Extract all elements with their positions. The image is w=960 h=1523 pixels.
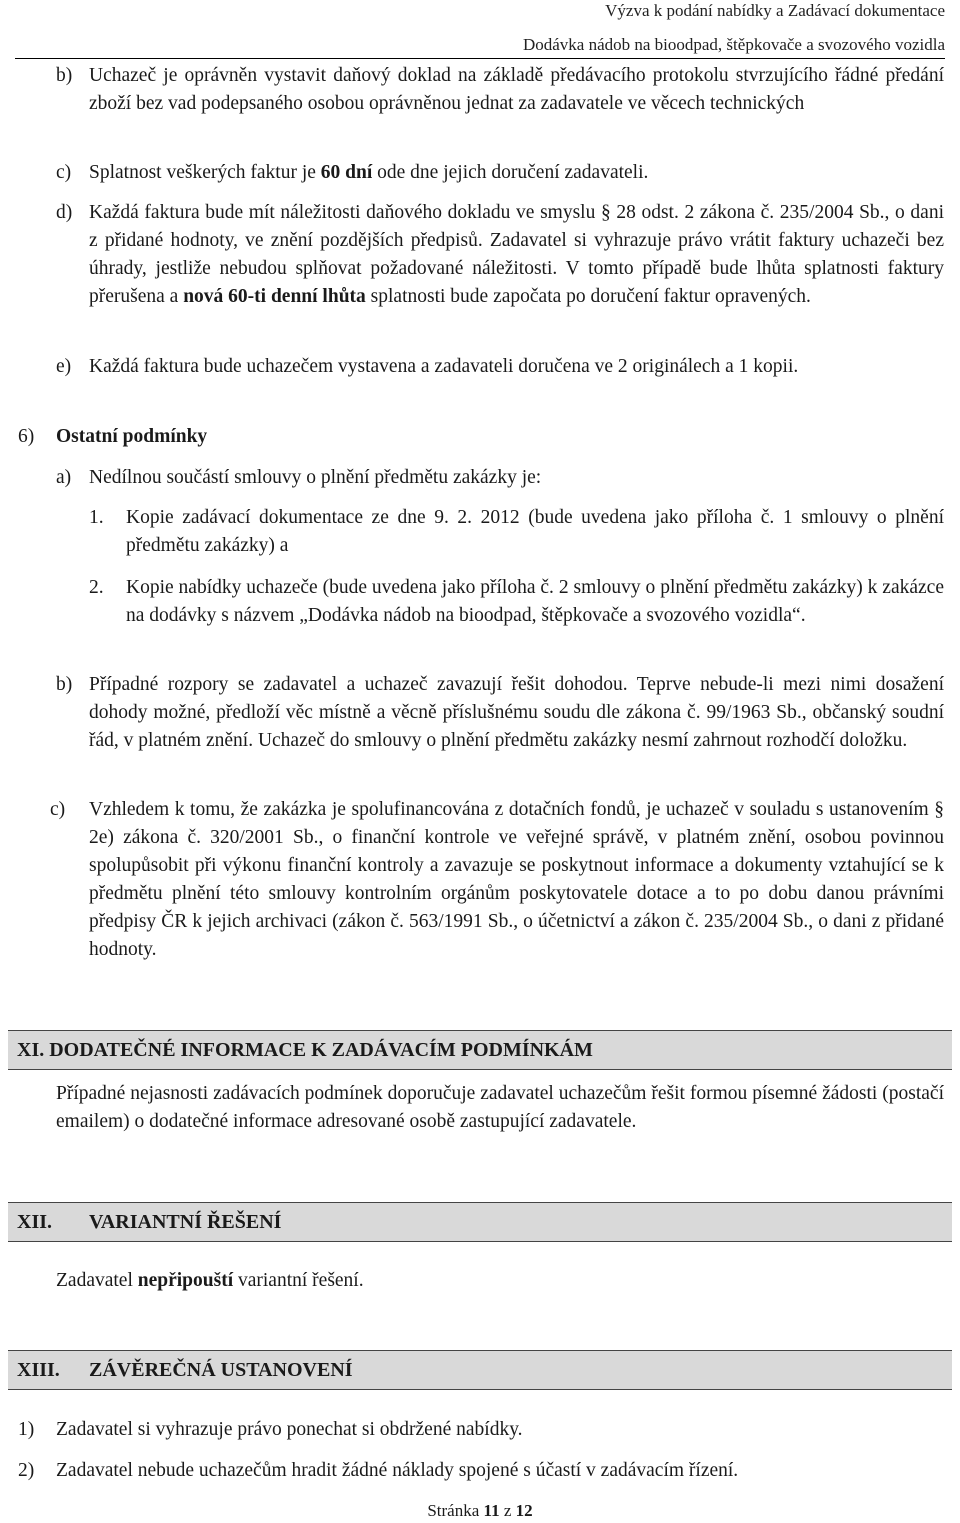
list-item-text: Kopie zadávací dokumentace ze dne 9. 2. 2012 (bude uvedena jako příloha č. 1 smlouvy o plnění předmětu zakázky) a bbox=[126, 507, 944, 556]
bold-text: nepřipouští bbox=[137, 1270, 234, 1291]
text-run: Zadavatel bbox=[56, 1270, 138, 1291]
list-item-d-requirements bbox=[56, 199, 944, 311]
header-subtitle: Dodávka nádob na bioodpad, štěpkovače a svozového vozidla bbox=[522, 35, 945, 54]
list-item-text: Případné rozpory se zadavatel a uchazeč zavazují řešit dohodou. Teprve nebude-li mezi nimi dosažení dohody možné, předloží věc místně a věcně příslušnému soudu dle zákona č. 99/1963 Sb., občanský soudní řád, v platném znění. Uchazeč do smlouvy o plnění předmětu zakázky nesmí zahrnout rozhodčí doložku. bbox=[89, 674, 944, 751]
text-run: Splatnost veškerých faktur je bbox=[89, 162, 321, 183]
section-xiii-number: XIII. bbox=[17, 1359, 60, 1381]
bold-text: 60 dní bbox=[320, 162, 373, 183]
footer-prefix: Stránka bbox=[427, 1501, 484, 1520]
list-marker: 1. bbox=[89, 507, 104, 528]
list-item-text: Vzhledem k tomu, že zakázka je spolufinancována z dotačních fondů, je uchazeč v souladu s ustanovením § 2e) zákona č. 320/2001 Sb., o finanční kontrole ve veřejné správě, v platném znění, osobou povinnou spolupůsobit při výkonu finanční kontroly a zavazuje se poskytnout informace a dokumenty vztahující se k předmětu plnění této smlouvy kontrolním orgánům poskytovatele dotace a to po dobu danou právními předpisy ČR k jejich archivaci (zákon č. 563/1991 Sb., o účetnictví a zákon č. 235/2004 Sb., o dani z přidané hodnoty. bbox=[89, 799, 944, 960]
section-xii-text bbox=[56, 1267, 944, 1295]
list-item-text: Každá faktura bude uchazečem vystavena a zadavateli doručena ve 2 originálech a 1 kopii. bbox=[89, 356, 799, 377]
list-item-text bbox=[89, 159, 944, 187]
list-item-6c bbox=[50, 796, 944, 964]
section-6-heading bbox=[18, 423, 918, 451]
bold-text: nová 60-ti denní lhůta bbox=[183, 286, 366, 307]
list-item-text: Nedílnou součástí smlouvy o plnění předmětu zakázky je: bbox=[89, 467, 542, 488]
list-marker: d) bbox=[56, 202, 73, 223]
list-item-6a bbox=[56, 464, 944, 492]
list-item-text: Zadavatel nebude uchazečům hradit žádné náklady spojené s účastí v zadávacím řízení. bbox=[56, 1460, 739, 1481]
list-marker: a) bbox=[56, 467, 72, 488]
section-xii-title: VARIANTNÍ ŘEŠENÍ bbox=[89, 1211, 282, 1233]
list-marker: 2) bbox=[18, 1460, 35, 1481]
list-marker: c) bbox=[56, 162, 72, 183]
list-item-text: Uchazeč je oprávněn vystavit daňový doklad na základě předávacího protokolu stvrzujícího řádné předání zboží bez vad podepsaného osobou oprávněnou jednat za zadavatele ve věcech technických bbox=[89, 65, 944, 114]
page-number: 11 bbox=[483, 1501, 500, 1520]
text-run: variantní řešení. bbox=[233, 1270, 364, 1291]
list-item-xiii-2 bbox=[18, 1457, 944, 1485]
section-6-title: Ostatní podmínky bbox=[56, 426, 208, 447]
text-run: Každá faktura bude mít náležitosti daňového dokladu ve smyslu § 28 odst. 2 zákona č. 235/2004 Sb., o dani z přidané hodnoty, ve znění pozdějších předpisů. Zadavatel si vyhrazuje právo vrátit faktury uchazeči bez úhrady, jestliže nebudou splňovat požadované náležitosti. V tomto případě bude lhůta splatnosti faktury přerušena a bbox=[89, 202, 944, 307]
page-total: 12 bbox=[515, 1501, 533, 1520]
list-item-e-copies bbox=[56, 353, 944, 381]
section-xi-text: Případné nejasnosti zadávacích podmínek doporučuje zadavatel uchazečům řešit formou písemné žádosti (postačí emailem) o dodatečné informace adresované osobě zastupující zadavatele. bbox=[56, 1083, 944, 1132]
footer-separator: z bbox=[499, 1501, 516, 1520]
page-footer bbox=[0, 1500, 960, 1522]
list-marker: 1) bbox=[18, 1419, 35, 1440]
text-run: splatnosti bude započata po doručení faktur opravených. bbox=[365, 286, 811, 307]
section-xi-title: XI. DODATEČNÉ INFORMACE K ZADÁVACÍM PODMÍNKÁM bbox=[17, 1039, 593, 1061]
list-item-6a-2 bbox=[89, 574, 944, 630]
list-item-6a-1 bbox=[89, 504, 944, 560]
list-marker: b) bbox=[56, 674, 73, 695]
header-title: Výzva k podání nabídky a Zadávací dokumentace bbox=[605, 1, 945, 20]
header-rule bbox=[15, 58, 945, 59]
list-item-text: Zadavatel si vyhrazuje právo ponechat si obdržené nabídky. bbox=[56, 1419, 523, 1440]
list-marker: e) bbox=[56, 356, 72, 377]
list-item-6b bbox=[56, 671, 944, 755]
list-item-text bbox=[89, 199, 944, 311]
list-item-b-invoice bbox=[56, 62, 944, 118]
section-xii-number: XII. bbox=[17, 1211, 53, 1233]
list-marker: 6) bbox=[18, 426, 35, 447]
list-marker: c) bbox=[50, 799, 66, 820]
list-item-c-due bbox=[56, 159, 944, 187]
section-xiii-title: ZÁVĚREČNÁ USTANOVENÍ bbox=[89, 1359, 353, 1381]
list-item-text: Kopie nabídky uchazeče (bude uvedena jako příloha č. 2 smlouvy o plnění předmětu zakázky) k zakázce na dodávky s názvem „Dodávka nádob na bioodpad, štěpkovače a svozového vozidla“. bbox=[126, 577, 944, 626]
text-run: ode dne jejich doručení zadavateli. bbox=[372, 162, 649, 183]
list-marker: b) bbox=[56, 65, 73, 86]
list-item-xiii-1 bbox=[18, 1416, 944, 1444]
list-marker: 2. bbox=[89, 577, 104, 598]
